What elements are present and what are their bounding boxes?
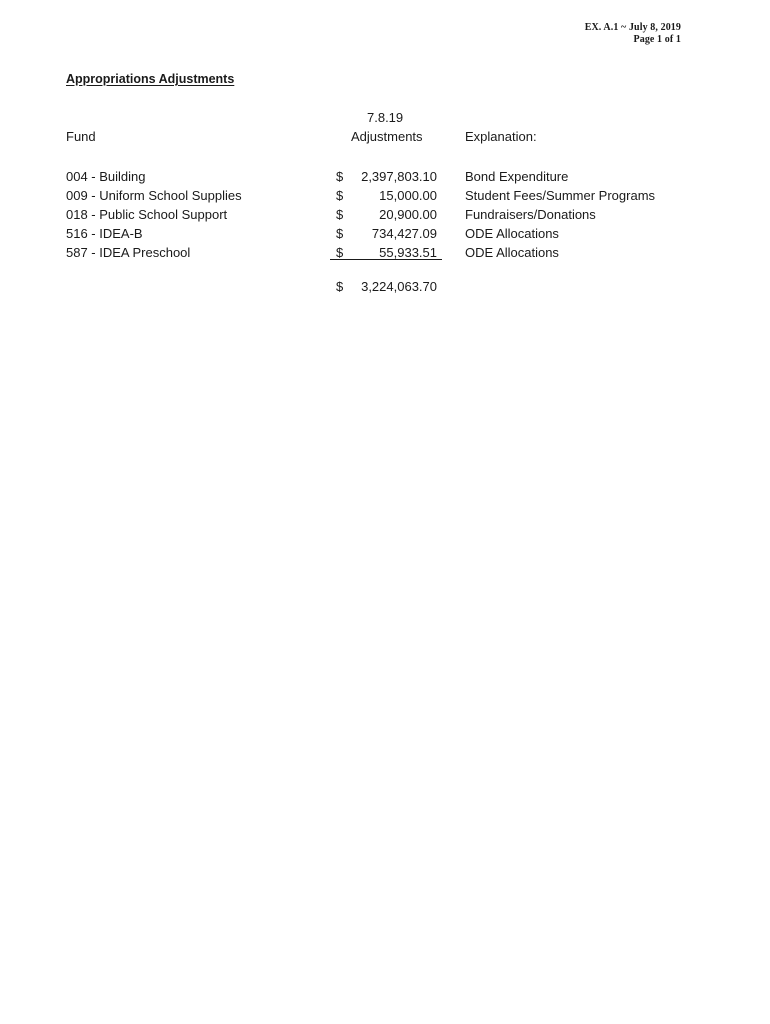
table-row: [0, 205, 770, 224]
fund-cell: 516 - IDEA-B: [66, 226, 143, 241]
table-row: [0, 186, 770, 205]
amount-cell: 15,000.00: [379, 188, 437, 203]
amount-cell: 20,900.00: [379, 207, 437, 222]
amount-cell: 55,933.51: [379, 245, 437, 260]
explanation-cell: Fundraisers/Donations: [465, 207, 596, 222]
table-row: [0, 224, 770, 243]
page-number: Page 1 of 1: [633, 34, 681, 45]
explanation-cell: ODE Allocations: [465, 226, 559, 241]
fund-cell: 587 - IDEA Preschool: [66, 245, 191, 260]
currency-symbol: $: [336, 245, 344, 260]
column-header-date: 7.8.19: [367, 110, 404, 125]
column-header-adjustments: Adjustments: [351, 129, 423, 144]
total-row: [0, 277, 770, 296]
column-header-explanation: Explanation:: [465, 129, 537, 144]
total-divider: [330, 259, 442, 260]
table-row: [0, 167, 770, 186]
amount-cell: 2,397,803.10: [361, 169, 437, 184]
currency-symbol: $: [336, 169, 344, 184]
currency-symbol: $: [336, 279, 344, 294]
column-header-fund: Fund: [66, 129, 96, 144]
document-title: Appropriations Adjustments: [66, 72, 235, 86]
currency-symbol: $: [336, 207, 344, 222]
exhibit-line: EX. A.1 ~ July 8, 2019: [584, 22, 681, 33]
currency-symbol: $: [336, 188, 344, 203]
explanation-cell: Student Fees/Summer Programs: [465, 188, 656, 203]
adjustments-table: [0, 167, 770, 262]
explanation-cell: ODE Allocations: [465, 245, 559, 260]
total-amount: 3,224,063.70: [361, 279, 437, 294]
fund-cell: 004 - Building: [66, 169, 146, 184]
exhibit-label: [585, 22, 681, 46]
fund-cell: 018 - Public School Support: [66, 207, 228, 222]
explanation-cell: Bond Expenditure: [465, 169, 569, 184]
amount-cell: 734,427.09: [371, 226, 437, 241]
currency-symbol: $: [336, 226, 344, 241]
fund-cell: 009 - Uniform School Supplies: [66, 188, 242, 203]
